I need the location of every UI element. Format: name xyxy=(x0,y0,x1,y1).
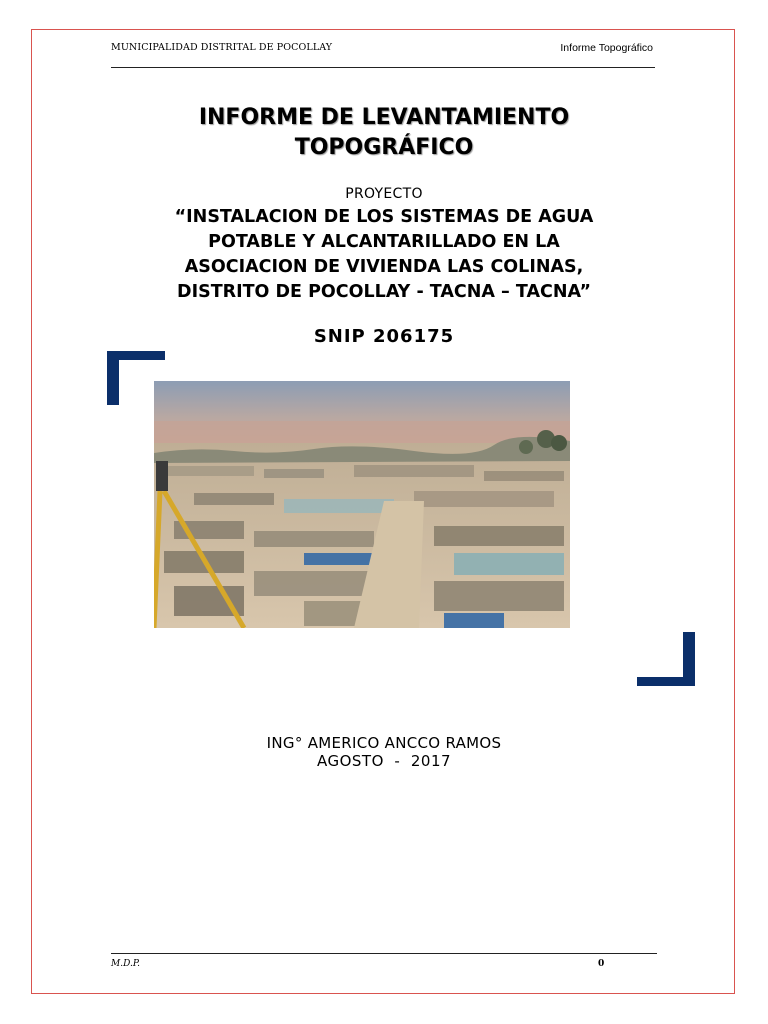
project-name-line: DISTRITO DE POCOLLAY - TACNA – TACNA” xyxy=(177,282,591,302)
project-name-line: ASOCIACION DE VIVIENDA LAS COLINAS, xyxy=(184,257,584,277)
project-name-line: POTABLE Y ALCANTARILLADO EN LA xyxy=(208,232,560,252)
footer-abbreviation: M.D.P. xyxy=(111,959,140,969)
header-report-type: Informe Topográfico xyxy=(560,42,653,54)
project-name-line: “INSTALACION DE LOS SISTEMAS DE AGUA xyxy=(174,207,594,227)
settlement-photo xyxy=(154,381,570,628)
footer-divider xyxy=(111,953,657,954)
page-number: 0 xyxy=(598,959,605,969)
report-date: AGOSTO - 2017 xyxy=(316,752,452,770)
header-divider xyxy=(111,67,655,68)
header-municipality: MUNICIPALIDAD DISTRITAL DE POCOLLAY xyxy=(111,42,333,53)
page-title xyxy=(0,103,768,163)
title-line-1: INFORME DE LEVANTAMIENTO xyxy=(198,105,570,130)
snip-code: SNIP 206175 xyxy=(313,326,455,347)
title-line-2: TOPOGRÁFICO xyxy=(294,135,474,160)
author-name: ING° AMERICO ANCCO RAMOS xyxy=(266,734,502,752)
project-label: PROYECTO xyxy=(345,186,423,202)
project-name xyxy=(130,205,638,305)
